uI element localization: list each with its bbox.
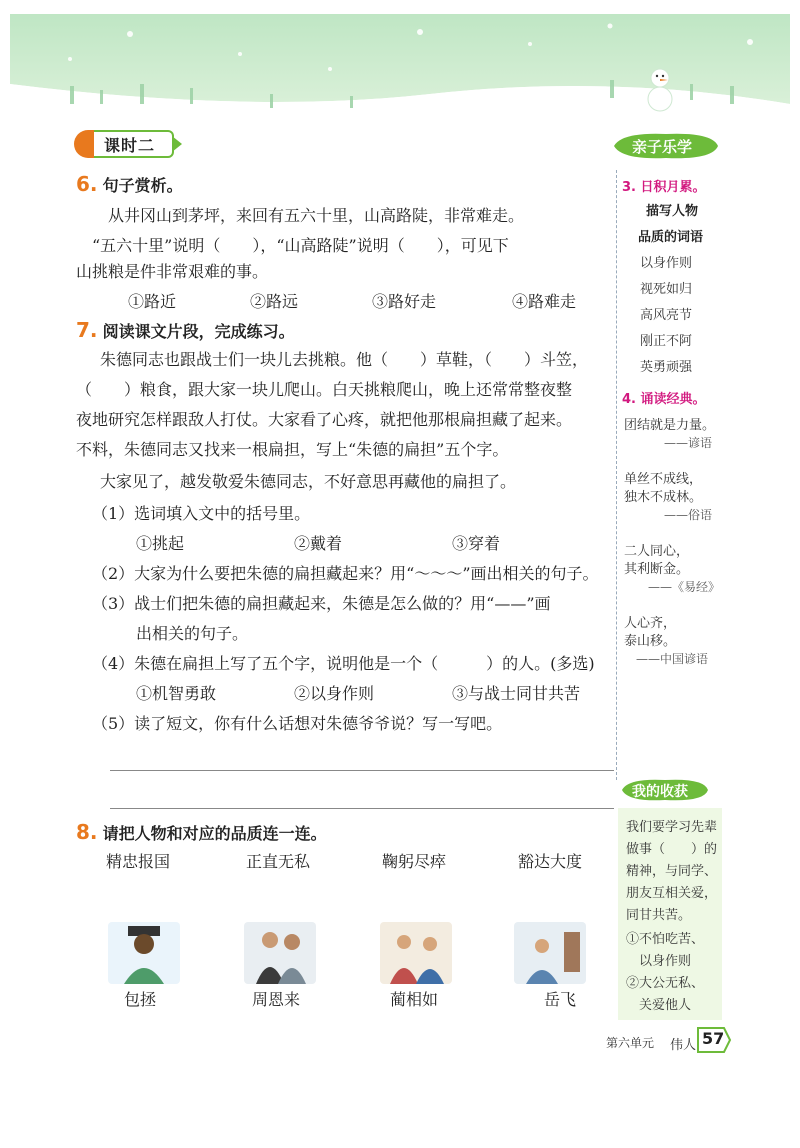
answer-line[interactable] [110,770,614,771]
harvest-option[interactable]: ①不怕吃苦、 [626,932,705,947]
sidebar-quote-source: ——俗语 [664,508,713,522]
sidebar-section-3-title: 3. 日积月累。 [622,180,706,195]
harvest-option[interactable]: 以身作则 [626,954,692,969]
quality-label[interactable]: 鞠躬尽瘁 [382,852,447,871]
passage-line: 夜地研究怎样跟敌人打仗。大家看了心疼，就把他那根扁担藏了起来。 [76,410,573,429]
question-6-number: 6. [76,172,98,196]
sidebar-word: 高风亮节 [640,308,693,323]
question-6-line1: “五六十里”说明（ ），“山高路陡”说明（ ），可见下 [92,236,509,255]
sidebar-word: 以身作则 [640,256,693,271]
passage-line: （ ）粮食，跟大家一块儿爬山。白天挑粮爬山，晚上还常常整夜整 [76,380,573,399]
question-7-sub4-option[interactable]: ①机智勇敢 [136,684,217,703]
person-label[interactable]: 包拯 [124,990,157,1009]
zhou-enlai-illustration [244,922,316,984]
question-7-sub4-option[interactable]: ②以身作则 [294,684,375,703]
passage-line: 不料，朱德同志又找来一根扁担，写上“朱德的扁担”五个字。 [76,440,509,459]
harvest-option[interactable]: ②大公无私、 [626,976,705,991]
person-label[interactable]: 周恩来 [252,990,301,1009]
sidebar-word: 英勇顽强 [640,360,693,375]
quality-label[interactable]: 豁达大度 [518,852,583,871]
question-8-heading [76,820,327,844]
question-6-heading [76,172,183,196]
sidebar-quote-line: 单丝不成线， [624,472,703,487]
question-7-heading [76,318,295,342]
question-6-option[interactable]: ④路难走 [512,292,577,311]
question-7-sub4: （4）朱德在扁担上写了五个字，说明他是一个（ ）的人。(多选) [92,654,595,673]
question-7-sub3-cont: 出相关的句子。 [136,624,249,643]
lesson-tag-label: 课时二 [104,136,156,155]
page-number-badge [696,1026,732,1054]
lin-xiangru-illustration [380,922,452,984]
winter-banner [10,14,790,124]
harvest-line: 朋友互相关爱， [626,886,718,901]
question-7-sub2: （2）大家为什么要把朱德的扁担藏起来？用“～～～”画出相关的句子。 [92,564,599,583]
answer-line[interactable] [110,808,614,809]
sidebar-subtitle: 品质的词语 [638,230,704,245]
question-7-sub1-option[interactable]: ①挑起 [136,534,185,553]
question-6-line2: 山挑粮是件非常艰难的事。 [76,262,269,281]
sidebar-quote-source: ——谚语 [664,436,713,450]
footer-unit: 第六单元 [606,1036,655,1050]
lesson-tag [74,130,182,158]
page-number: 57 [702,1029,725,1048]
person-label[interactable]: 岳飞 [544,990,577,1009]
question-6-sentence: 从井冈山到茅坪，来回有五六十里，山高路陡，非常难走。 [108,206,525,225]
sidebar-quote-line: 二人同心， [624,544,690,559]
sidebar-quote-line: 泰山移。 [624,634,677,649]
question-7-sub4-option[interactable]: ③与战士同甘共苦 [452,684,581,703]
sidebar-quote-line: 人心齐， [624,616,677,631]
question-7-sub1-option[interactable]: ③穿着 [452,534,501,553]
yue-fei-illustration [514,922,586,984]
question-7-sub5: （5）读了短文，你有什么话想对朱德爷爷说？写一写吧。 [92,714,503,733]
question-6-option[interactable]: ①路近 [128,292,177,311]
sidebar-word: 视死如归 [640,282,693,297]
harvest-line: 我们要学习先辈 [626,820,718,835]
harvest-line: 做事（ ）的 [626,842,718,857]
question-6-title: 句子赏析。 [102,176,183,195]
quality-label[interactable]: 精忠报国 [106,852,171,871]
sidebar-word: 刚正不阿 [640,334,693,349]
harvest-header [620,776,710,804]
snowman-icon [648,69,672,111]
harvest-header-label: 我的收获 [632,784,688,800]
question-6-option[interactable]: ③路好走 [372,292,437,311]
question-7-sub1-option[interactable]: ②戴着 [294,534,343,553]
sidebar-header-label: 亲子乐学 [632,138,693,156]
passage-line: 大家见了，越发敬爱朱德同志，不好意思再藏他的扁担了。 [100,472,517,491]
quality-label[interactable]: 正直无私 [246,852,311,871]
passage-line: 朱德同志也跟战士们一块儿去挑粮。他（ ）草鞋，（ ）斗笠， [100,350,589,369]
sidebar-quote-line: 团结就是力量。 [624,418,716,433]
sidebar-quote-line: 其利断金。 [624,562,690,577]
sidebar-divider [616,170,617,780]
sidebar-quote-source: ——《易经》 [648,580,721,594]
footer-unit-title: 伟人 [670,1038,697,1053]
harvest-line: 同甘共苦。 [626,908,692,923]
sidebar-subtitle: 描写人物 [646,204,699,219]
harvest-line: 精神，与同学、 [626,864,718,879]
bao-zheng-illustration [108,922,180,984]
question-7-title: 阅读课文片段，完成练习。 [102,322,295,341]
person-label[interactable]: 蔺相如 [390,990,439,1009]
question-7-sub3: （3）战士们把朱德的扁担藏起来，朱德是怎么做的？用“——”画 [92,594,551,613]
harvest-option[interactable]: 关爱他人 [626,998,692,1013]
question-7-number: 7. [76,318,98,342]
question-8-title: 请把人物和对应的品质连一连。 [102,824,327,843]
sidebar-quote-line: 独木不成林。 [624,490,703,505]
question-7-sub1: （1）选词填入文中的括号里。 [92,504,311,523]
question-6-option[interactable]: ②路远 [250,292,299,311]
sidebar-quote-source: ——中国谚语 [636,652,709,666]
question-8-number: 8. [76,820,98,844]
sidebar-header [612,130,720,162]
sidebar-section-4-title: 4. 诵读经典。 [622,392,706,407]
